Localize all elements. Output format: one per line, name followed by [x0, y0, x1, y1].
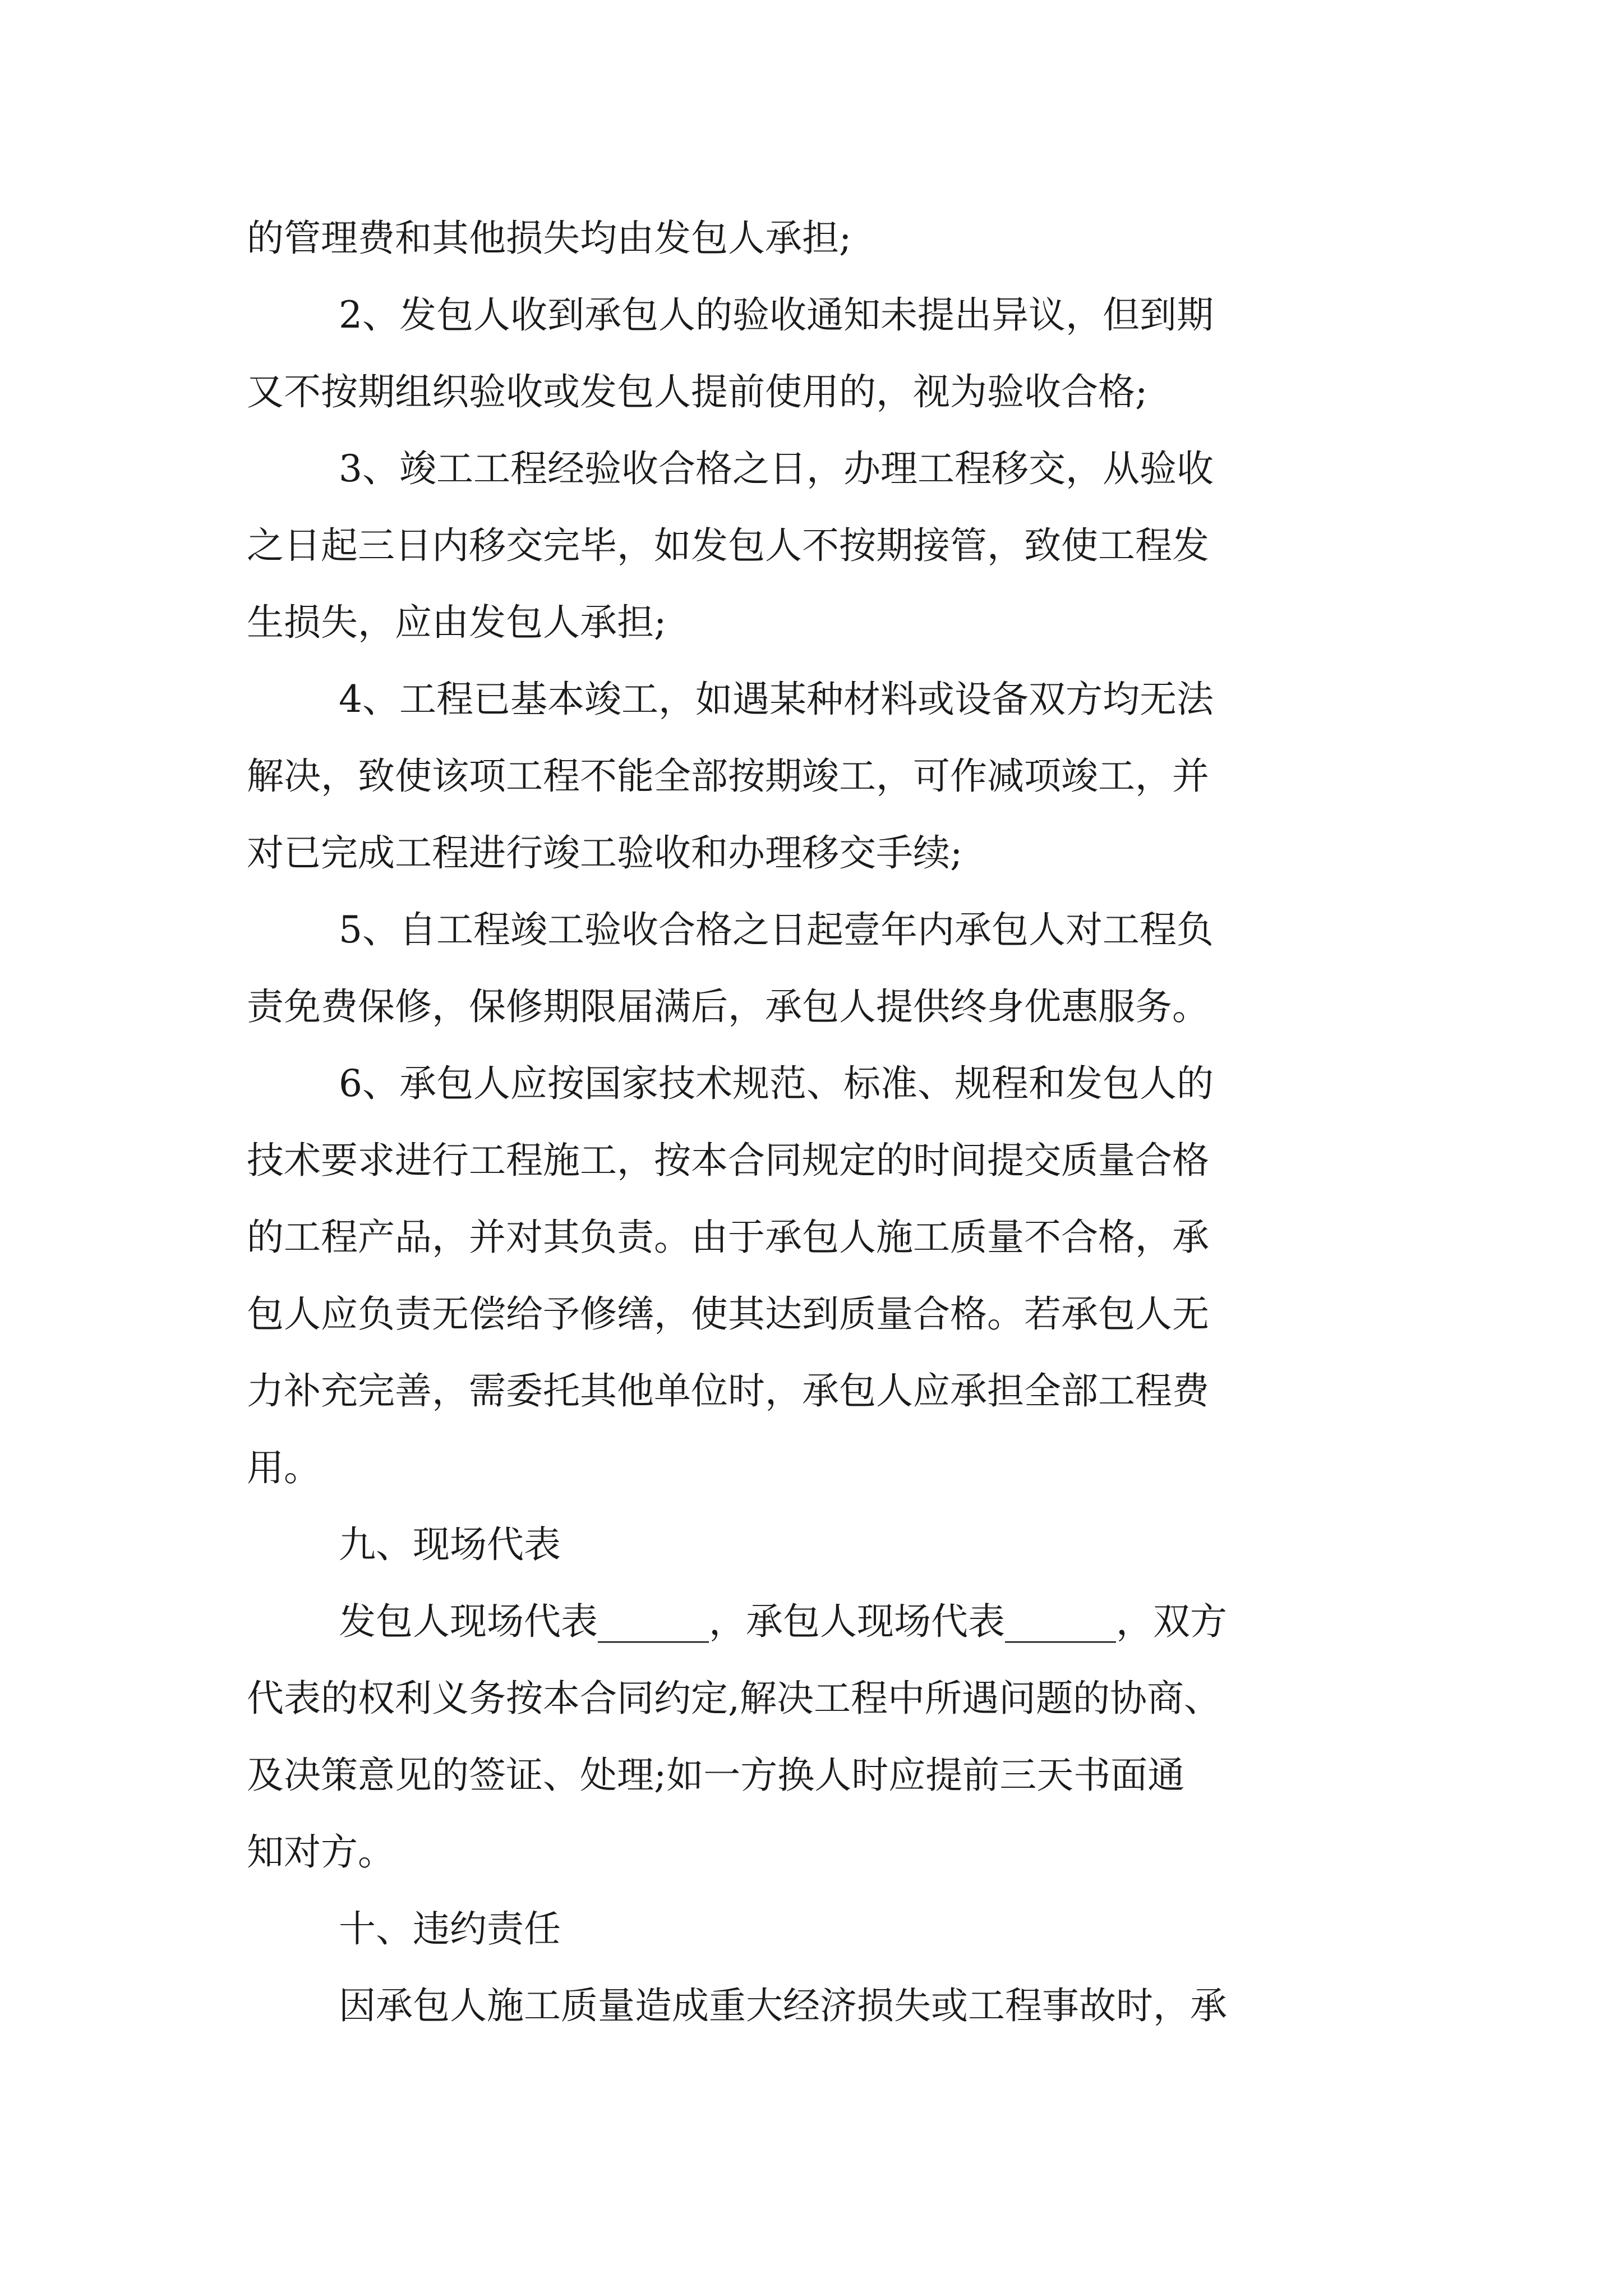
section-heading: 十、违约责任: [339, 1907, 561, 1950]
text-line: 6、承包人应按国家技术规范、标准、规程和发包人的: [339, 1062, 1214, 1105]
text-line: 又不按期组织验收或发包人提前使用的，视为验收合格;: [247, 370, 1148, 413]
document-body: [247, 200, 1391, 2044]
text-line: 因承包人施工质量造成重大经济损失或工程事故时，承: [339, 1984, 1227, 2027]
text-line: 4、工程已基本竣工，如遇某种材料或设备双方均无法: [339, 678, 1214, 721]
text-line: 包人应负责无偿给予修缮，使其达到质量合格。若承包人无: [247, 1292, 1209, 1336]
text-line: 力补充完善，需委托其他单位时，承包人应承担全部工程费: [247, 1369, 1209, 1412]
text-line: 5、自工程竣工验收合格之日起壹年内承包人对工程负: [339, 908, 1214, 951]
text-line: 责免费保修，保修期限届满后，承包人提供终身优惠服务。: [247, 985, 1209, 1028]
text-line: 生损失，应由发包人承担;: [247, 601, 667, 644]
text-line: 知对方。: [247, 1830, 395, 1874]
text-line: 解决，致使该项工程不能全部按期竣工，可作减项竣工，并: [247, 754, 1209, 798]
text-line: 及决策意见的签证、处理;如一方换人时应提前三天书面通: [247, 1754, 1185, 1797]
text-line: 的工程产品，并对其负责。由于承包人施工质量不合格，承: [247, 1216, 1209, 1259]
text-line: 发包人现场代表______，承包人现场代表______，双方: [339, 1600, 1227, 1643]
section-heading: 九、现场代表: [339, 1523, 561, 1566]
text-line: 的管理费和其他损失均由发包人承担;: [247, 217, 852, 260]
text-line: 之日起三日内移交完毕，如发包人不按期接管，致使工程发: [247, 524, 1209, 567]
text-line: 3、竣工工程经验收合格之日，办理工程移交，从验收: [339, 447, 1214, 490]
text-line: 对已完成工程进行竣工验收和办理移交手续;: [247, 831, 963, 875]
text-line: 技术要求进行工程施工，按本合同规定的时间提交质量合格: [247, 1139, 1209, 1182]
text-line: 2、发包人收到承包人的验收通知未提出异议，但到期: [339, 293, 1214, 337]
text-line: 用。: [247, 1446, 321, 1489]
text-line: 代表的权利义务按本合同约定,解决工程中所遇问题的协商、: [247, 1677, 1221, 1720]
